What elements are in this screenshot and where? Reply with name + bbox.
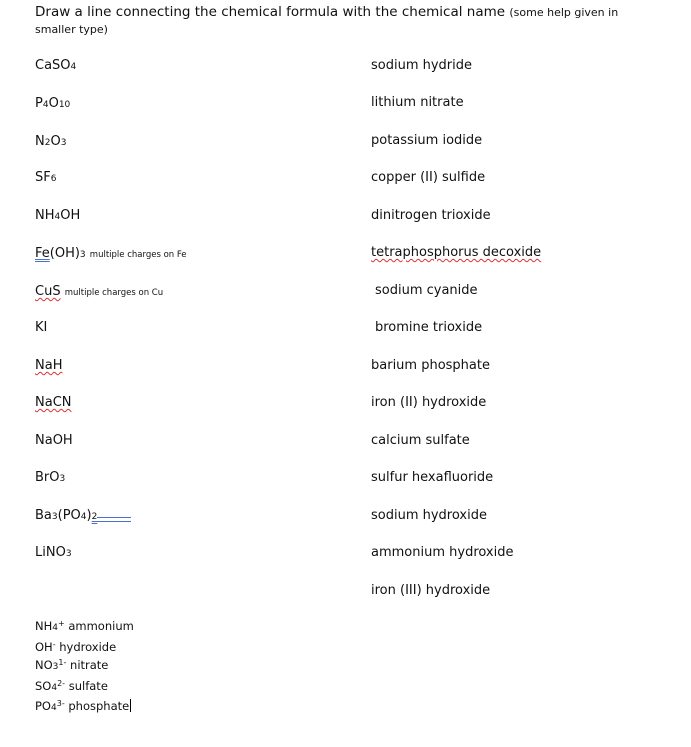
name-item: sodium hydroxide: [371, 508, 487, 523]
name-item: copper (II) sulfide: [371, 170, 486, 185]
text-cursor: [130, 699, 131, 712]
name-item: sodium cyanide: [375, 283, 478, 298]
formula-nacn: NaCN: [35, 395, 72, 410]
name-item: lithium nitrate: [371, 95, 464, 110]
formula-n2o3: N2O3: [35, 134, 67, 149]
ion-ammonium: NH4+ ammonium: [35, 619, 134, 633]
name-item: potassium iodide: [371, 133, 483, 148]
instructions: [35, 4, 635, 38]
name-item: ammonium hydroxide: [371, 545, 514, 560]
formula-cus: CuS multiple charges on Cu: [35, 284, 164, 299]
name-item: sulfur hexafluoride: [371, 470, 494, 485]
name-item: calcium sulfate: [371, 433, 470, 448]
ion-phosphate[interactable]: $PO4^{3-}$ phosphate: [35, 699, 130, 713]
name-item: sodium hydride: [371, 58, 473, 73]
ion-nitrate: $NO3^{1-}$ nitrate: [35, 658, 109, 672]
formula-ba3po42: Ba3(PO4)2: [35, 508, 131, 523]
formula-ki: KI: [35, 320, 48, 335]
name-item: iron (II) hydroxide: [371, 395, 487, 410]
hint-fe: multiple charges on Fe: [89, 250, 187, 260]
formula-nh4oh: NH4OH: [35, 208, 81, 223]
name-item: barium phosphate: [371, 358, 490, 373]
instructions-main: Draw a line connecting the chemical formula with the chemical name: [35, 4, 506, 20]
name-item: dinitrogen trioxide: [371, 208, 491, 223]
name-item: bromine trioxide: [375, 320, 483, 335]
formula-p4o10: P4O10: [35, 96, 71, 111]
blue-underline-mark: [97, 517, 131, 522]
ion-sulfate: $SO4^{2-}$ sulfate: [35, 678, 108, 693]
formula-naoh: NaOH: [35, 433, 73, 448]
formula-lino3: LiNO3: [35, 545, 72, 560]
hint-cu: multiple charges on Cu: [64, 288, 164, 298]
name-item: iron (III) hydroxide: [371, 583, 491, 598]
ion-reference-list: [35, 616, 134, 717]
formula-caso4: CaSO4: [35, 58, 77, 73]
formula-bro3: BrO3: [35, 470, 66, 485]
formula-feoh3: Fe(OH)3 multiple charges on Fe: [35, 246, 187, 261]
formula-nah: NaH: [35, 358, 63, 373]
ion-hydroxide: OH- hydroxide: [35, 639, 117, 654]
formula-sf6: SF6: [35, 170, 57, 185]
name-item: tetraphosphorus decoxide: [371, 245, 542, 260]
instructions-help: (some help given in smaller type): [35, 6, 619, 36]
